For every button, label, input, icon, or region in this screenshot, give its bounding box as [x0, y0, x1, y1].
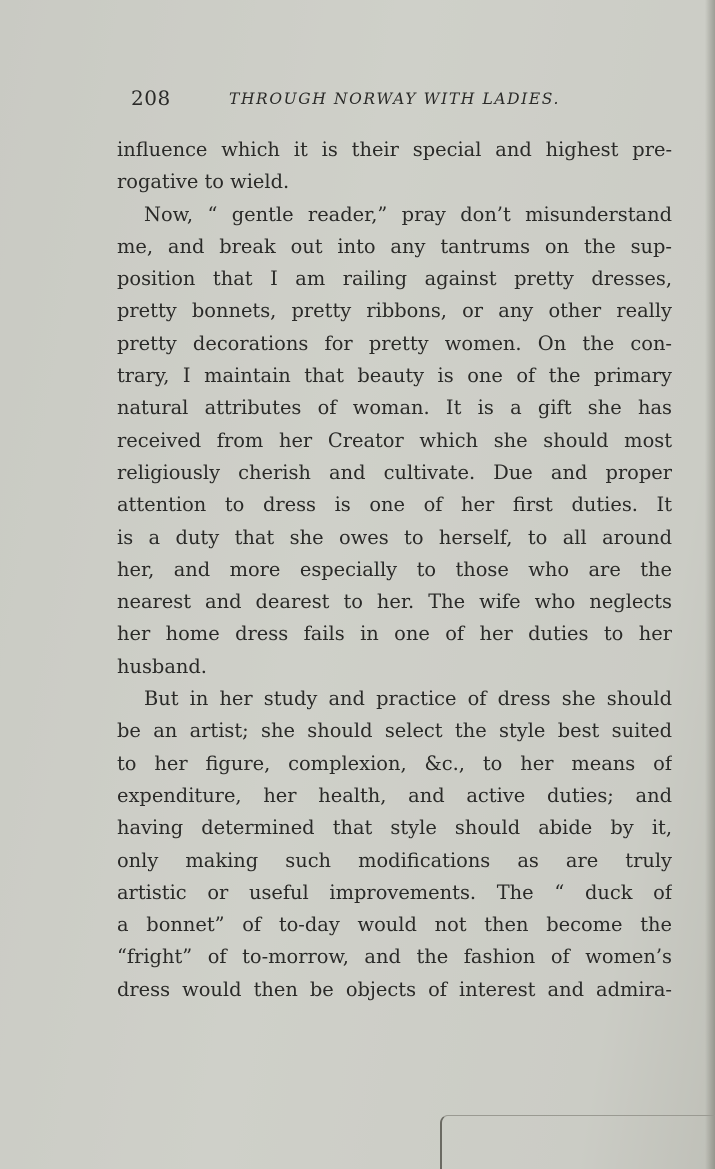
- text-line: me, and break out into any tantrums on the sup-: [117, 234, 672, 258]
- text-line: rogative to wield.: [117, 170, 290, 194]
- text-line: artistic or useful improvements. The “ duck of: [117, 880, 672, 904]
- text-line: her home dress fails in one of her duties to her: [117, 622, 672, 646]
- page-edge-shadow: [705, 0, 715, 1169]
- text-line: pretty decorations for pretty women. On the con-: [117, 331, 672, 355]
- text-line: nearest and dearest to her. The wife who neglects: [117, 590, 672, 614]
- text-line: pretty bonnets, pretty ribbons, or any other really: [117, 299, 672, 323]
- page-corner-mark: [440, 1115, 715, 1169]
- text-line: natural attributes of woman. It is a gift she has: [117, 396, 672, 420]
- text-line: expenditure, her health, and active duties; and: [117, 783, 672, 807]
- page-number: 208: [131, 86, 171, 110]
- text-line: dress would then be objects of interest and admira-: [117, 977, 672, 1001]
- text-line: attention to dress is one of her first duties. It: [117, 493, 672, 517]
- text-line: trary, I maintain that beauty is one of the primary: [117, 364, 672, 388]
- text-line: received from her Creator which she should most: [117, 428, 672, 452]
- text-line: to her figure, complexion, &c., to her means of: [117, 751, 672, 775]
- body-text: [117, 134, 672, 1006]
- text-line: her, and more especially to those who are the: [117, 557, 672, 581]
- text-line: position that I am railing against pretty dresses,: [117, 267, 672, 291]
- text-line: having determined that style should abide by it,: [117, 816, 672, 840]
- text-line: husband.: [117, 654, 207, 678]
- text-line: only making such modifications as are truly: [117, 848, 672, 872]
- text-line: “fright” of to-morrow, and the fashion of women’s: [117, 945, 672, 969]
- text-line: influence which it is their special and highest pre-: [117, 138, 672, 161]
- text-line: a bonnet” of to-day would not then become the: [117, 913, 672, 937]
- paragraph-start-line: Now, “ gentle reader,” pray don’t misunderstand: [144, 202, 672, 226]
- text-line: religiously cherish and cultivate. Due and proper: [117, 460, 672, 484]
- text-line: be an artist; she should select the style best suited: [117, 719, 672, 743]
- running-title: THROUGH NORWAY WITH LADIES.: [229, 90, 560, 108]
- page-header: [131, 86, 581, 116]
- paragraph-start-line: But in her study and practice of dress she should: [144, 687, 672, 711]
- text-line: is a duty that she owes to herself, to all around: [117, 525, 672, 549]
